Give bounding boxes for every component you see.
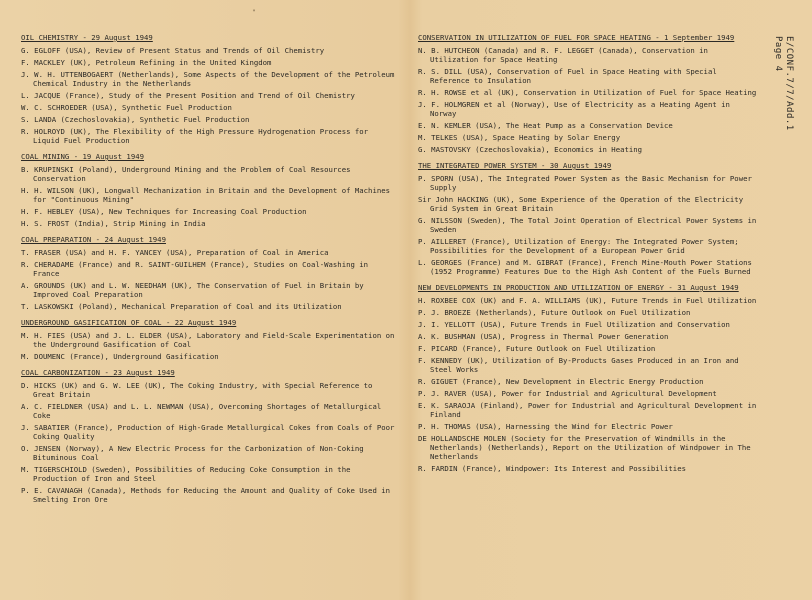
paper-entry: DE HOLLANDSCHE MOLEN (Society for the Preservation of Windmills in the Netherlands) (Netherlands), Report on the Utilization of Windpower in The Netherlands: [418, 434, 751, 461]
paper-entry: J. W. H. UTTENBOGAERT (Netherlands), Some Aspects of the Development of the Petroleum Chemical Industry in the Netherlands: [21, 70, 395, 88]
paper-entry: P. J. RAVER (USA), Power for Industrial and Agricultural Development: [418, 389, 717, 398]
section-heading: NEW DEVELOPMENTS IN PRODUCTION AND UTILIZATION OF ENERGY - 31 August 1949: [418, 283, 739, 292]
paper-entry: M. H. FIES (USA) and J. L. ELDER (USA), Laboratory and Field-Scale Experimentation on the Underground Gasification of Coal: [21, 331, 395, 349]
paper-entry: B. KRUPINSKI (Poland), Underground Mining and the Problem of Coal Resources Conservation: [21, 165, 351, 183]
section: [418, 33, 758, 154]
paper-entry: W. C. SCHROEDER (USA), Synthetic Fuel Production: [21, 103, 232, 112]
paper-entry: G. MASTOVSKY (Czechoslovakia), Economics in Heating: [418, 145, 643, 154]
paper-entry: R. S. DILL (USA), Conservation of Fuel in Space Heating with Special Reference to Insulation: [418, 67, 717, 85]
paper-entry: H. H. WILSON (UK), Longwall Mechanization in Britain and the Development of Machines for "Continuous Mining": [21, 186, 391, 204]
right-column: [418, 33, 758, 480]
paper-entry: S. LANDA (Czechoslovakia), Synthetic Fuel Production: [21, 115, 250, 124]
left-column: [21, 33, 396, 511]
section-heading: COAL CARBONIZATION - 23 August 1949: [21, 368, 175, 377]
paper-entry: T. FRASER (USA) and H. F. YANCEY (USA), Preparation of Coal in America: [21, 248, 329, 257]
paper-entry: M. DOUMENC (France), Underground Gasification: [21, 352, 219, 361]
section: [21, 152, 396, 228]
paper-entry: T. LASKOWSKI (Poland), Mechanical Preparation of Coal and its Utilization: [21, 302, 342, 311]
paper-entry: E. N. KEMLER (USA), The Heat Pump as a Conservation Device: [418, 121, 673, 130]
paper-entry: P. H. THOMAS (USA), Harnessing the Wind for Electric Power: [418, 422, 673, 431]
paper-entry: H. S. FROST (India), Strip Mining in India: [21, 219, 206, 228]
paper-entry: J. F. HOLMGREN et al (Norway), Use of Electricity as a Heating Agent in Norway: [418, 100, 730, 118]
section-heading: THE INTEGRATED POWER SYSTEM - 30 August 1949: [418, 161, 612, 170]
paper-entry: A. GROUNDS (UK) and L. W. NEEDHAM (UK), The Conservation of Fuel in Britain by Improved Coal Preparation: [21, 281, 364, 299]
paper-entry: R. H. ROWSE et al (UK), Conservation in Utilization of Fuel for Space Heating: [418, 88, 757, 97]
paper-entry: M. TELKES (USA), Space Heating by Solar Energy: [418, 133, 621, 142]
section-heading: OIL CHEMISTRY - 29 August 1949: [21, 33, 153, 42]
paper-entry: G. NILSSON (Sweden), The Total Joint Operation of Electrical Power Systems in Sweden: [418, 216, 757, 234]
paper-entry: E. K. SARAOJA (Finland), Power for Industrial and Agricultural Development in Finland: [418, 401, 757, 419]
paper-entry: H. ROXBEE COX (UK) and F. A. WILLIAMS (UK), Future Trends in Fuel Utilization: [418, 296, 757, 305]
document-reference: [772, 36, 794, 131]
paper-entry: F. PICARD (France), Future Outlook on Fuel Utilization: [418, 344, 656, 353]
paper-entry: A. C. FIELDNER (USA) and L. L. NEWMAN (USA), Overcoming Shortages of Metallurgical Coke: [21, 402, 382, 420]
section-heading: COAL PREPARATION - 24 August 1949: [21, 235, 166, 244]
paper-entry: P. J. BROEZE (Netherlands), Future Outlook on Fuel Utilization: [418, 308, 691, 317]
section-heading: CONSERVATION IN UTILIZATION OF FUEL FOR SPACE HEATING - 1 September 1949: [418, 33, 735, 42]
paper-entry: J. SABATIER (France), Production of High-Grade Metallurgical Cokes from Coals of Poor Coking Quality: [21, 423, 395, 441]
section: [418, 283, 758, 473]
paper-entry: R. HOLROYD (UK), The Flexibility of the High Pressure Hydrogenation Process for Liquid Fuel Production: [21, 127, 369, 145]
section: [21, 318, 396, 361]
paper-entry: N. B. HUTCHEON (Canada) and R. F. LEGGET (Canada), Conservation in Utilization for Space Heating: [418, 46, 708, 64]
paper-entry: G. EGLOFF (USA), Review of Present Status and Trends of Oil Chemistry: [21, 46, 325, 55]
paper-entry: A. K. BUSHMAN (USA), Progress in Thermal Power Generation: [418, 332, 669, 341]
paper-entry: R. GIGUET (France), New Development in Electric Energy Production: [418, 377, 704, 386]
section: [21, 33, 396, 145]
section-heading: COAL MINING - 19 August 1949: [21, 152, 145, 161]
paper-entry: M. TIGERSCHIOLD (Sweden), Possibilities of Reducing Coke Consumption in the Production of Iron and Steel: [21, 465, 351, 483]
paper-entry: Sir John HACKING (UK), Some Experience of the Operation of the Electricity Grid System in Great Britain: [418, 195, 744, 213]
paper-entry: J. I. YELLOTT (USA), Future Trends in Fuel Utilization and Conservation: [418, 320, 730, 329]
document-number: E/CONF.7/7/Add.1: [784, 36, 794, 131]
page-mark: ": [252, 9, 256, 16]
paper-entry: F. KENNEDY (UK), Utilization of By-Products Gases Produced in an Iron and Steel Works: [418, 356, 739, 374]
paper-entry: F. MACKLEY (UK), Petroleum Refining in the United Kingdom: [21, 58, 272, 67]
paper-entry: L. GEORGES (France) and M. GIBRAT (France), French Mine-Mouth Power Stations (1952 Programme) Features Due to the High Ash Content of the Fuels Burned: [418, 258, 752, 276]
paper-entry: P. E. CAVANAGH (Canada), Methods for Reducing the Amount and Quality of Coke Used in Smelting Iron Ore: [21, 486, 391, 504]
paper-entry: P. SPORN (USA), The Integrated Power System as the Basic Mechanism for Power Supply: [418, 174, 752, 192]
paper-entry: O. JENSEN (Norway), A New Electric Process for the Carbonization of Non-Coking Bituminous Coal: [21, 444, 364, 462]
section-heading: UNDERGROUND GASIFICATION OF COAL - 22 August 1949: [21, 318, 237, 327]
paper-entry: R. CHERADAME (France) and R. SAINT-GUILHEM (France), Studies on Coal-Washing in France: [21, 260, 369, 278]
paper-entry: L. JACQUE (France), Study of the Present Position and Trend of Oil Chemistry: [21, 91, 355, 100]
page-number: Page 4: [773, 36, 783, 72]
paper-entry: H. F. HEBLEY (USA), New Techniques for Increasing Coal Production: [21, 207, 307, 216]
section: [418, 161, 758, 276]
section: [21, 235, 396, 311]
section: [21, 368, 396, 504]
paper-entry: R. FARDIN (France), Windpower: Its Interest and Possibilities: [418, 464, 686, 473]
paper-entry: P. AILLERET (France), Utilization of Energy: The Integrated Power System; Possibilities for the Development of a European Power Grid: [418, 237, 739, 255]
paper-entry: D. HICKS (UK) and G. W. LEE (UK), The Coking Industry, with Special Reference to Great Britain: [21, 381, 373, 399]
